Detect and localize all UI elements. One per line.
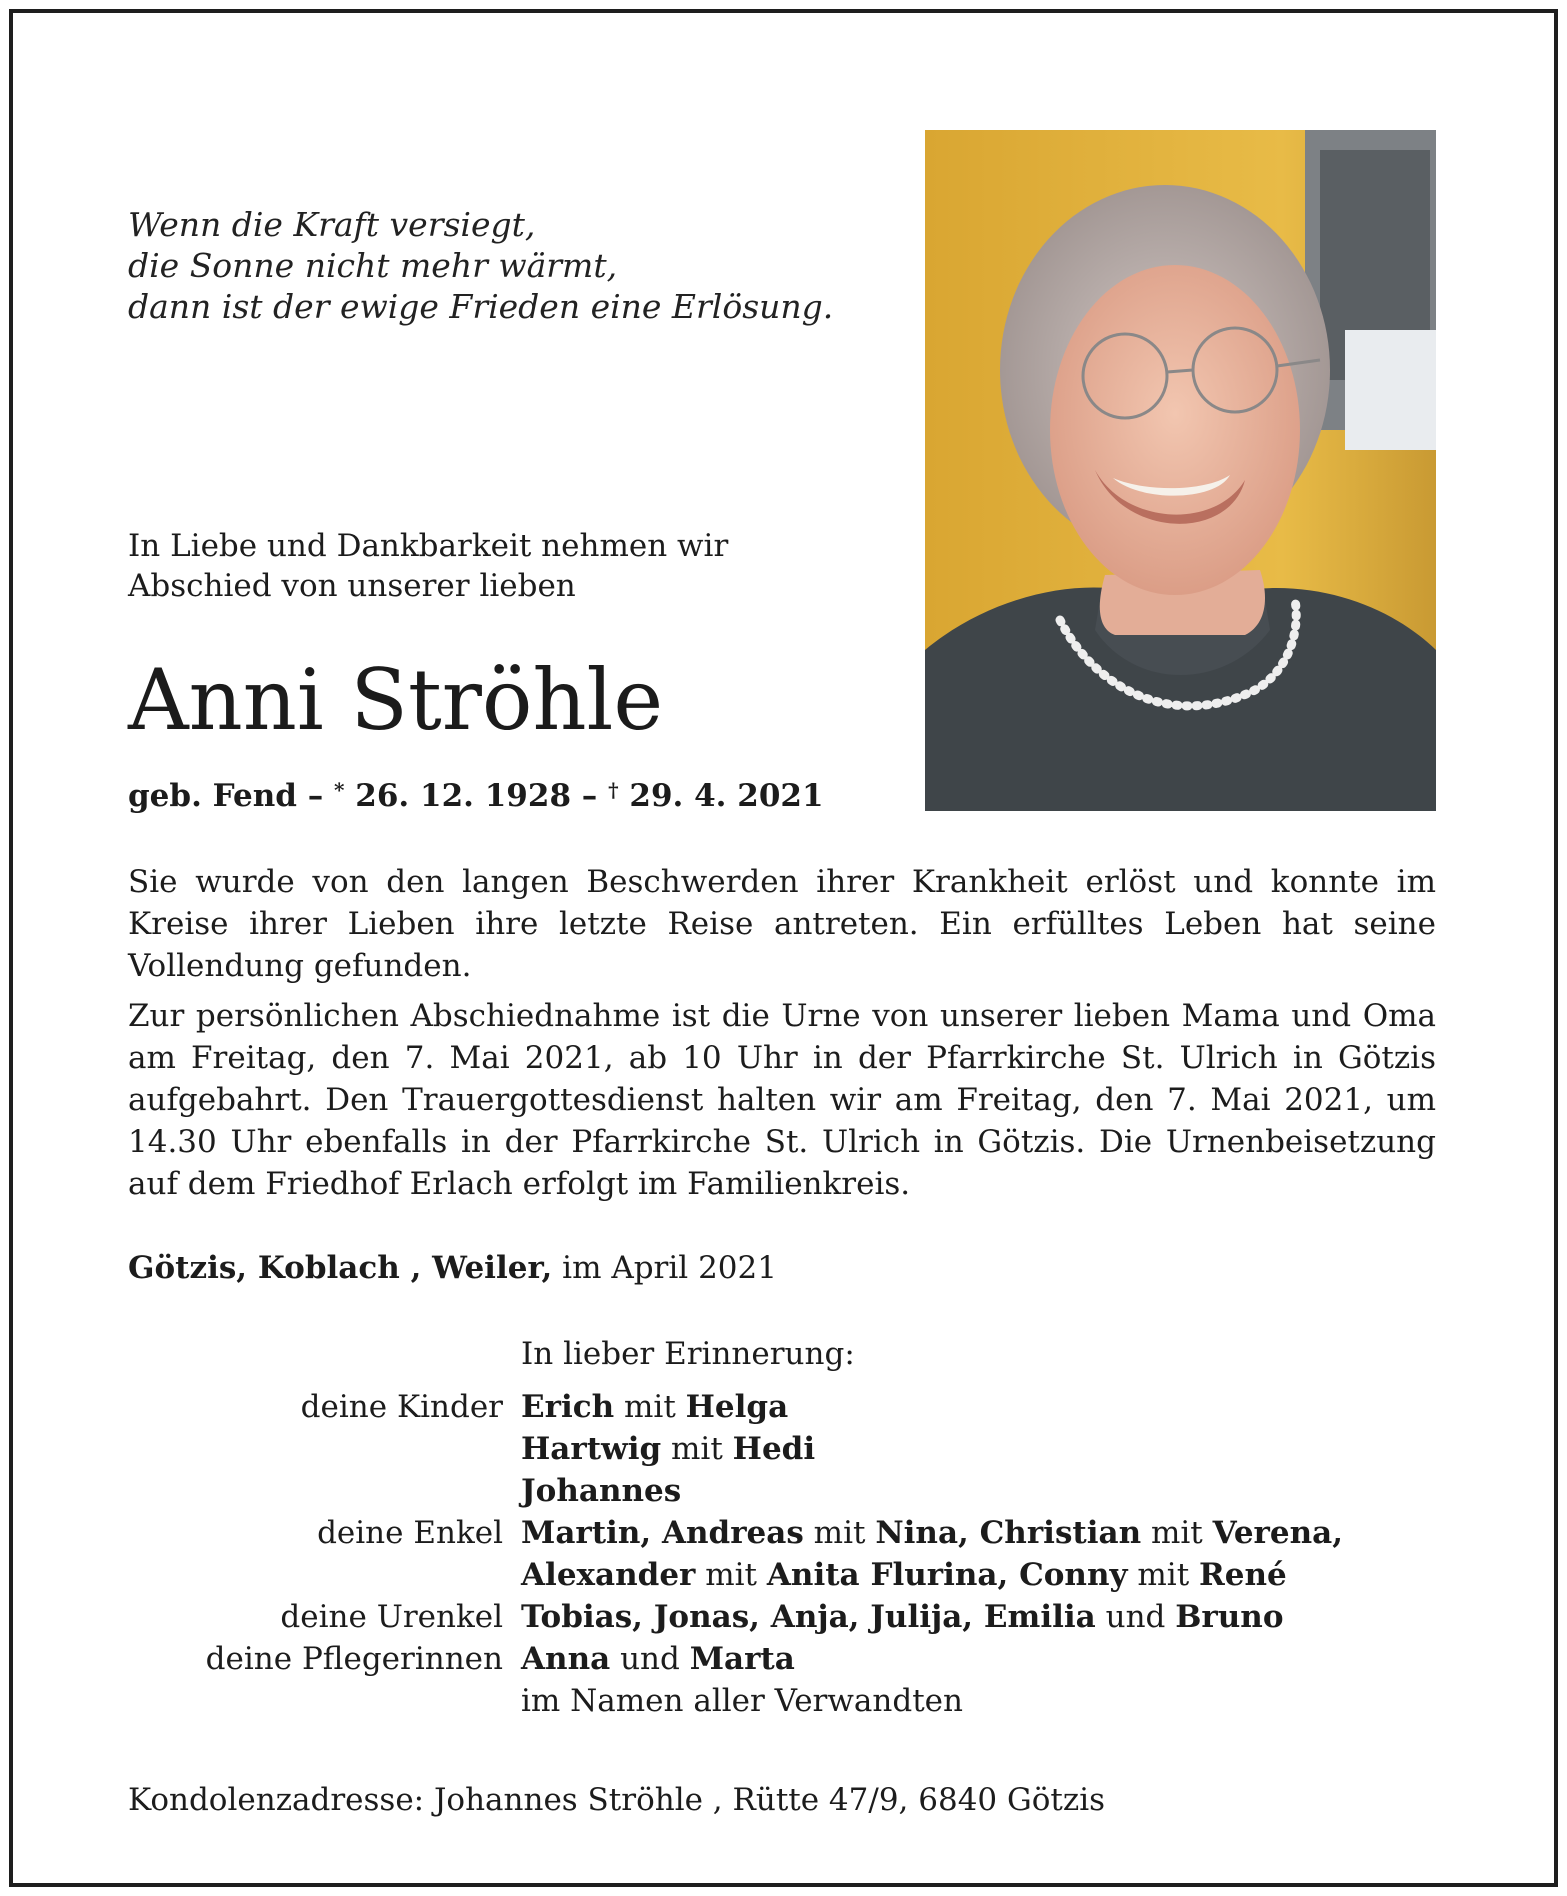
mourner-row: [128, 1470, 1436, 1512]
name: Erich: [521, 1389, 615, 1425]
portrait-image: [925, 130, 1436, 811]
deceased-name: Anni Ströhle: [128, 651, 664, 749]
towns: Götzis, Koblach , Weiler,: [128, 1250, 553, 1286]
name: Bruno: [1175, 1599, 1284, 1635]
relation-label: [128, 1470, 521, 1512]
relation-label: deine Pflegerinnen: [205, 1641, 503, 1677]
mourner-row: [128, 1428, 1436, 1470]
mourner-names: [521, 1470, 681, 1512]
mourner-row: [128, 1680, 1436, 1722]
remembrance-heading: In lieber Erinnerung:: [521, 1336, 855, 1372]
relation-label: deine Kinder: [300, 1389, 503, 1425]
motto-line: Wenn die Kraft versiegt,: [128, 205, 536, 244]
connector: mit: [1127, 1557, 1200, 1593]
mourner-names: [521, 1512, 1343, 1554]
connector: und: [610, 1641, 690, 1677]
relation-label: [128, 1428, 521, 1470]
mourner-row: [128, 1554, 1436, 1596]
name: Anna: [521, 1641, 611, 1677]
month-year: im April 2021: [552, 1250, 777, 1286]
name: Martin, Andreas: [521, 1515, 804, 1551]
name: Hartwig: [521, 1431, 662, 1467]
name: Alexander: [521, 1557, 696, 1593]
paragraph: Zur persönlichen Abschiednahme ist die Urne von unserer lieben Mama und Oma am Freitag, den 7. Mai 2021, ab 10 Uhr in der Pfarrkirche St. Ulrich in Götzis aufgebahrt. Den Trauergottesdienst halten wir am Freitag, den 7. Mai 2021, um 14.30 Uhr ebenfalls in der Pfarrkirche St. Ulrich in Götzis. Die Urnenbeisetzung auf dem Friedhof Erlach erfolgt im Familienkreis.: [128, 998, 1436, 1202]
mourner-names: [521, 1428, 815, 1470]
mourner-names: [521, 1596, 1284, 1638]
death-date: 29. 4. 2021: [629, 778, 824, 814]
motto-line: die Sonne nicht mehr wärmt,: [128, 246, 618, 285]
intro-line: In Liebe und Dankbarkeit nehmen wir: [128, 528, 729, 564]
motto-line: dann ist der ewige Frieden eine Erlösung.: [128, 287, 834, 326]
dash: –: [571, 778, 609, 814]
mourner-row: [128, 1386, 1436, 1428]
name: René: [1199, 1557, 1287, 1593]
paragraph: Sie wurde von den langen Beschwerden ihrer Krankheit erlöst und konnte im Kreise ihrer Lieben ihre letzte Reise antreten. Ein erfülltes Leben hat seine Vollendung gefunden.: [128, 864, 1436, 984]
connector: mit: [1141, 1515, 1213, 1551]
name: Marta: [689, 1641, 795, 1677]
connector: mit: [614, 1389, 686, 1425]
closing-line: im Namen aller Verwandten: [521, 1683, 963, 1719]
birth-date: 26. 12. 1928: [355, 778, 572, 814]
name: Helga: [685, 1389, 789, 1425]
name: Johannes: [521, 1473, 682, 1509]
birth-symbol: *: [334, 778, 345, 802]
name: Hedi: [732, 1431, 816, 1467]
mourner-row: [128, 1512, 1436, 1554]
connector: mit: [803, 1515, 876, 1551]
intro-line: Abschied von unserer lieben: [128, 568, 576, 604]
death-symbol: †: [608, 778, 619, 802]
mourner-names: [521, 1638, 795, 1680]
intro-text: [128, 526, 728, 606]
connector: mit: [695, 1557, 767, 1593]
relation-label: [128, 1554, 521, 1596]
connector: und: [1095, 1599, 1176, 1635]
life-dates: [128, 778, 824, 814]
birth-name: geb. Fend: [128, 778, 297, 814]
condolence-address: Kondolenzadresse: Johannes Ströhle , Rütte 47/9, 6840 Götzis: [128, 1782, 1106, 1818]
mourner-names: [521, 1554, 1287, 1596]
dash: –: [296, 778, 335, 814]
relation-label: deine Enkel: [317, 1515, 503, 1551]
name: Tobias, Jonas, Anja, Julija, Emilia: [521, 1599, 1096, 1635]
mourners-list: [128, 1386, 1436, 1722]
mourner-row: [128, 1596, 1436, 1638]
place-date-line: [128, 1250, 777, 1286]
relation-label: [128, 1680, 521, 1722]
motto-poem: [128, 204, 833, 327]
connector: mit: [661, 1431, 733, 1467]
name: Anita Flurina, Conny: [766, 1557, 1128, 1593]
mourner-row: [128, 1638, 1436, 1680]
mourner-names: [521, 1386, 788, 1428]
name: Nina, Christian: [875, 1515, 1142, 1551]
relation-label: deine Urenkel: [280, 1599, 503, 1635]
name: Verena,: [1212, 1515, 1344, 1551]
obituary-body: [128, 861, 1436, 1213]
portrait-photo: [925, 130, 1436, 811]
